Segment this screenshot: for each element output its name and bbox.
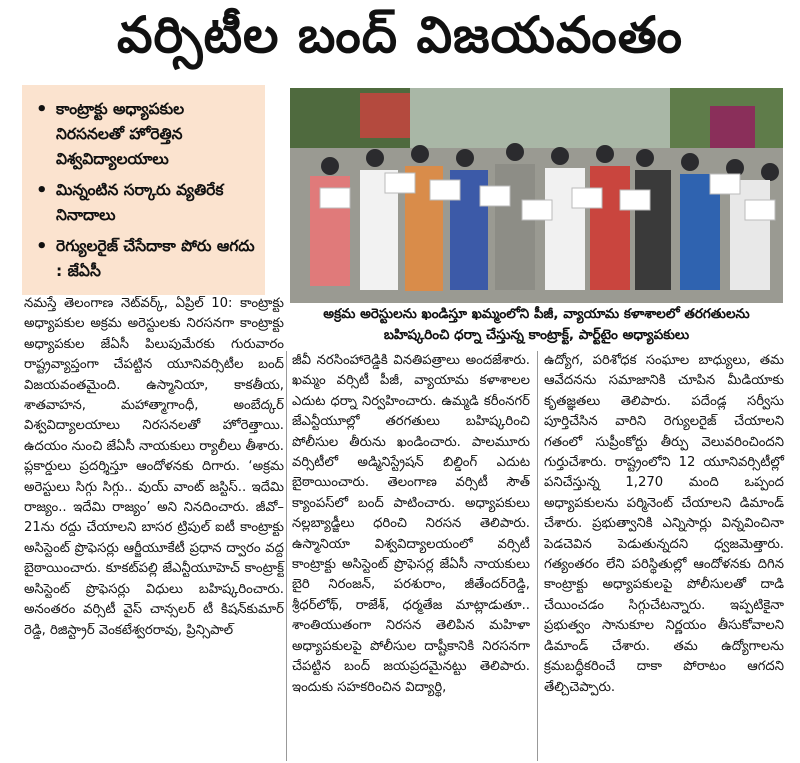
article-column-2: జీవీ నరసింహారెడ్డికి వినతిపత్రాలు అందజేశారు. ఖమ్మం వర్సిటీ పీజీ, వ్యాయామ కళాశాలల ఎదుట ధర్నా నిర్వహించారు. ఉమ్మడి కరీంనగర్ జేఎన్టీయూల్లో తరగతులు బహిష్కరించి పోలీసుల తీరును ఖండించారు. పాలమూరు వర్సిటీలో అడ్మినిస్ట్రేషన్ బిల్డింగ్ ఎదుట బైఠాయించారు. తెలంగాణ వర్సిటీ సౌత్ క్యాంపస్‌లో బంద్ పాటించారు. అధ్యాపకులు నల్లబ్యాడ్జీలు ధరించి నిరసన తెలిపారు. ఉస్మానియా విశ్వవిద్యాలయంలో వర్సిటీ కాంట్రాక్టు అసిస్టెంట్ ప్రొఫెసర్ల జేఏసీ నాయకులు బైరి నిరంజన్, పరశురాం, జీతేందర్‌రెడ్డి, శ్రీధర్‌లోథ్, రాజేశ్, ధర్మతేజ మాట్లాడుతూ.. శాంతియుతంగా నిరసన తెలిపిన మహిళా అధ్యాపకులపై పోలీసుల దాష్టీకానికి నిరసనగా చేపట్టిన బంద్ జయప్రదమైనట్టు తెలిపారు. ఇందుకు సహకరించిన విద్యార్థి, xyxy=(292,353,530,695)
highlight-item: • కాంట్రాక్టు అధ్యాపకుల నిరసనలతో హోరెత్తిన విశ్వవిద్యాలయాలు xyxy=(36,99,185,168)
column-divider xyxy=(537,351,538,761)
protest-photo xyxy=(290,88,783,303)
highlight-item: • మిన్నంటిన సర్కారు వ్యతిరేక నినాదాలు xyxy=(36,180,224,224)
photo-caption: అక్రమ అరెస్టులను ఖండిస్తూ ఖమ్మంలోని పీజీ, వ్యాయామ కళాశాలలో తరగతులను బహిష్కరించి ధర్నా చేస్తున్న కాంట్రాక్ట్, పార్ట్‌టైం అధ్యాపకులు xyxy=(323,306,750,343)
article-column-1: నమస్తే తెలంగాణ నెట్‌వర్క్, ఏప్రిల్ 10: కాంట్రాక్టు అధ్యాపకుల అక్రమ అరెస్టులకు నిరసనగా కాంట్రాక్టు అధ్యాపకుల జేఏసీ పిలుపుమేరకు గురువారం రాష్ట్రవ్యాప్తంగా చేపట్టిన యూనివర్సిటీల బంద్ విజయవంతమైంది. ఉస్మానియా, కాకతీయ, శాతవాహన, మహాత్మాగాంధీ, అంబేద్కర్ విశ్వవిద్యాలయాలు నిరసనలతో హోరెత్తాయి. ఉదయం నుంచి జేఏసీ నాయకులు ర్యాలీలు తీశారు. ప్లకార్డులు ప్రదర్శిస్తూ ఆందోళనకు దిగారు. ‘అక్రమ అరెస్టులు సిగ్గు సిగ్గు.. వుయ్ వాంట్ జస్టిస్.. ఇదేమి రాజ్యం.. ఇదేమి రాజ్యం’ అని నినదించారు. జీవో–21ను రద్దు చేయాలని బాసర ట్రిపుల్ ఐటీ కాంట్రాక్టు అసిస్టెంట్ ప్రొఫెసర్లు ఆర్జీయూకేటీ ప్రధాన ద్వారం వద్ద బైఠాయించారు. కూకట్‌పల్లి జేఎన్టీయూహెచ్ కాంట్రాక్ట్ అసిస్టెంట్ ప్రొఫెసర్లు విధులు బహిష్కరించారు. అనంతరం వర్సిటీ వైస్ చాన్సలర్ టీ కిషన్‌కుమార్ రెడ్డి, రిజిస్ట్రార్ వెంకటేశ్వరరావు, ప్రిన్సిపాల్ xyxy=(24,296,284,638)
highlight-item: • రెగ్యులరైజ్ చేసేదాకా పోరు ఆగదు : జేఏసీ xyxy=(36,236,255,280)
article-column-3: ఉద్యోగ, పరిశోధక సంఘాల బాధ్యులు, తమ ఆవేదనను సమాజానికి చూపిన మీడియాకు కృతజ్ఞతలు తెలిపారు. పదేండ్ల సర్వీసు పూర్తిచేసిన వారిని రెగ్యులరైజ్ చేయాలని గతంలో సుప్రీంకోర్టు తీర్పు వెలువరించిందని గుర్తుచేశారు. రాష్ట్రంలోని 12 యూనివర్సిటీల్లో పనిచేస్తున్న 1,270 మంది ఒప్పంద అధ్యాపకులను పర్మినెంట్ చేయాలని డిమాండ్ చేశారు. ప్రభుత్వానికి ఎన్నిసార్లు విన్నవించినా పెడచెవిన పెడుతున్నదని ధ్వజమెత్తారు. గత్యంతరం లేని పరిస్థితుల్లో ఆందోళనకు దిగిన కాంట్రాక్టు అధ్యాపకులపై పోలీసులతో దాడి చేయించడం సిగ్గుచేటన్నారు. ఇప్పటికైనా ప్రభుత్వం సానుకూల నిర్ణయం తీసుకోవాలని డిమాండ్ చేశారు. తమ ఉద్యోగాలను క్రమబద్ధీకరించే దాకా పోరాటం ఆగదని తేల్చిచెప్పారు. xyxy=(544,353,784,695)
highlights-box xyxy=(22,85,265,295)
column-divider xyxy=(286,351,287,761)
headline: వర్సిటీల బంద్ విజయవంతం xyxy=(116,5,684,64)
